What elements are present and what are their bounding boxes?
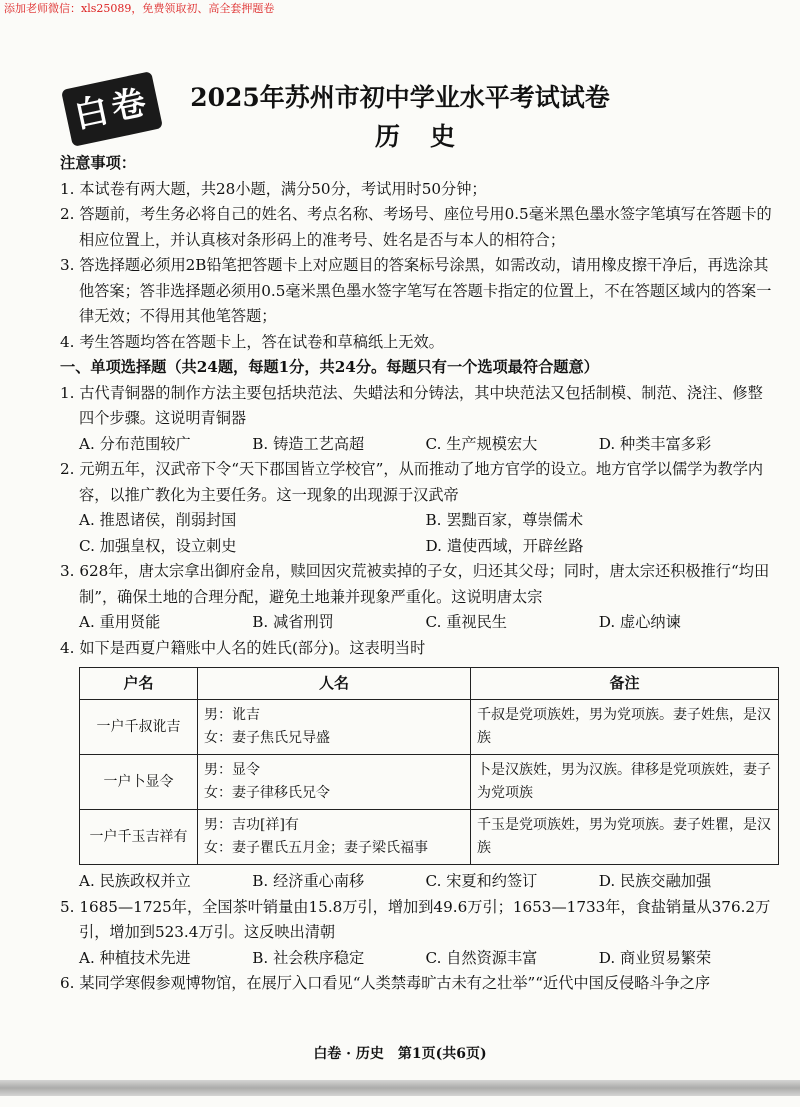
female-name: 女：妻子瞿氏五月金；妻子梁氏福事: [204, 840, 428, 856]
notice-item: 1. 本试卷有两大题，共28小题，满分50分，考试用时50分钟；: [60, 179, 487, 198]
table-row: [80, 810, 779, 865]
question-5-options: [60, 946, 772, 972]
house-name: 一户千玉吉祥有: [80, 810, 198, 865]
male-name: 男：显令: [204, 762, 260, 778]
exam-subject: 历史: [374, 122, 485, 151]
option: A. 重用贤能: [79, 613, 161, 631]
question-2-options: [60, 508, 772, 559]
option: B. 社会秩序稳定: [252, 948, 365, 967]
house-name: 一户千叔讹吉: [80, 700, 198, 755]
option: B. 罢黜百家，尊崇儒术: [425, 511, 584, 529]
option: C. 加强皇权，设立刺史: [79, 536, 237, 555]
option: D. 商业贸易繁荣: [598, 948, 712, 967]
remark: 卜是汉族姓，男为汉族。律移是党项族姓，妻子为党项族: [471, 755, 779, 810]
person-names: [198, 700, 471, 755]
question-5-stem: 5. 1685—1725年，全国茶叶销量由15.8万引，增加到49.6万引；1653—1733年，食盐销量从376.2万引，增加到523.4万引。这反映出清朝: [60, 897, 771, 941]
notice-item: 3. 答选择题必须用2B铅笔把答题卡上对应题目的答案标号涂黑，如需改动，请用橡皮擦干净后，再选涂其他答案；答非选择题必须用0.5毫米黑色墨水签字笔写在答题卡指定的位置上，不在答题区域内的答案一律无效；不得用其他笔答题；: [60, 256, 772, 325]
watermark-text: 添加老师微信：xls25089，免费领取初、高全套押题卷: [4, 2, 275, 15]
option: D. 种类丰富多彩: [598, 434, 712, 453]
household-table: [79, 667, 779, 865]
question-6-stem: 6. 某同学寒假参观博物馆，在展厅入口看见“人类禁毒旷古未有之壮举”“近代中国反侵略斗争之序: [60, 974, 711, 992]
question-2-stem: 2. 元朔五年，汉武帝下令“天下郡国皆立学校官”，从而推动了地方官学的设立。地方官学以儒学为教学内容，以推广教化为主要任务。这一现象的出现源于汉武帝: [60, 460, 764, 504]
table-header: 户名: [80, 668, 198, 700]
option: A. 推恩诸侯，削弱封国: [79, 511, 237, 529]
page-footer: 白卷 · 历史 第1页(共6页): [313, 1046, 487, 1062]
female-name: 女：妻子焦氏兄导盛: [204, 730, 330, 746]
option: A. 民族政权并立: [79, 872, 191, 890]
option: C. 宋夏和约签订: [425, 872, 538, 890]
exam-content: [60, 151, 772, 997]
option: C. 重视民生: [425, 613, 507, 631]
option: A. 种植技术先进: [79, 948, 191, 967]
option: C. 生产规模宏大: [425, 434, 538, 453]
table-header-row: [80, 668, 779, 700]
question-3-stem: 3. 628年，唐太宗拿出御府金帛，赎回因灾荒被卖掉的子女，归还其父母；同时，唐太宗还积极推行“均田制”，确保土地的合理分配，避免土地兼并现象严重化。这说明唐太宗: [60, 562, 770, 606]
notice-item: 4. 考生答题均答在答题卡上，答在试卷和草稿纸上无效。: [60, 332, 444, 351]
remark: 千玉是党项族姓，男为党项族。妻子姓瞿，是汉族: [471, 810, 779, 865]
option: D. 民族交融加强: [598, 872, 712, 890]
paper-badge: 白卷: [61, 71, 163, 147]
scan-shadow-bar: [0, 1080, 800, 1096]
option: B. 经济重心南移: [252, 872, 365, 890]
house-name: 一户卜显令: [80, 755, 198, 810]
question-4-options: [60, 869, 772, 895]
remark: 千叔是党项族姓，男为党项族。妻子姓焦，是汉族: [471, 700, 779, 755]
option: B. 铸造工艺高超: [252, 434, 365, 453]
table-row: [80, 700, 779, 755]
option: B. 减省刑罚: [252, 613, 334, 631]
table-row: [80, 755, 779, 810]
exam-title: 2025年苏州市初中学业水平考试试卷: [190, 83, 610, 112]
notice-item: 2. 答题前，考生务必将自己的姓名、考点名称、考场号、座位号用0.5毫米黑色墨水签字笔填写在答题卡的相应位置上，并认真核对条形码上的准考号、姓名是否与本人的相符合；: [60, 205, 772, 249]
section-heading: 一、单项选择题（共24题，每题1分，共24分。每题只有一个选项最符合题意）: [60, 358, 599, 376]
table-header: 人名: [198, 668, 471, 700]
male-name: 男：讹吉: [204, 707, 260, 723]
option: D. 虚心纳谏: [598, 613, 681, 631]
option: C. 自然资源丰富: [425, 948, 538, 967]
question-4-stem: 4. 如下是西夏户籍账中人名的姓氏(部分)。这表明当时: [60, 638, 426, 657]
question-1-options: [60, 432, 772, 458]
female-name: 女：妻子律移氏兄令: [204, 785, 330, 801]
male-name: 男：吉功[祥]有: [204, 817, 299, 833]
person-names: [198, 810, 471, 865]
table-header: 备注: [471, 668, 779, 700]
option: D. 遣使西域，开辟丝路: [425, 536, 584, 555]
notice-heading: 注意事项：: [60, 154, 136, 172]
question-3-options: [60, 610, 772, 636]
option: A. 分布范围较广: [79, 434, 191, 453]
person-names: [198, 755, 471, 810]
question-1-stem: 1. 古代青铜器的制作方法主要包括块范法、失蜡法和分铸法，其中块范法又包括制模、制范、浇注、修整四个步骤。这说明青铜器: [60, 383, 763, 427]
